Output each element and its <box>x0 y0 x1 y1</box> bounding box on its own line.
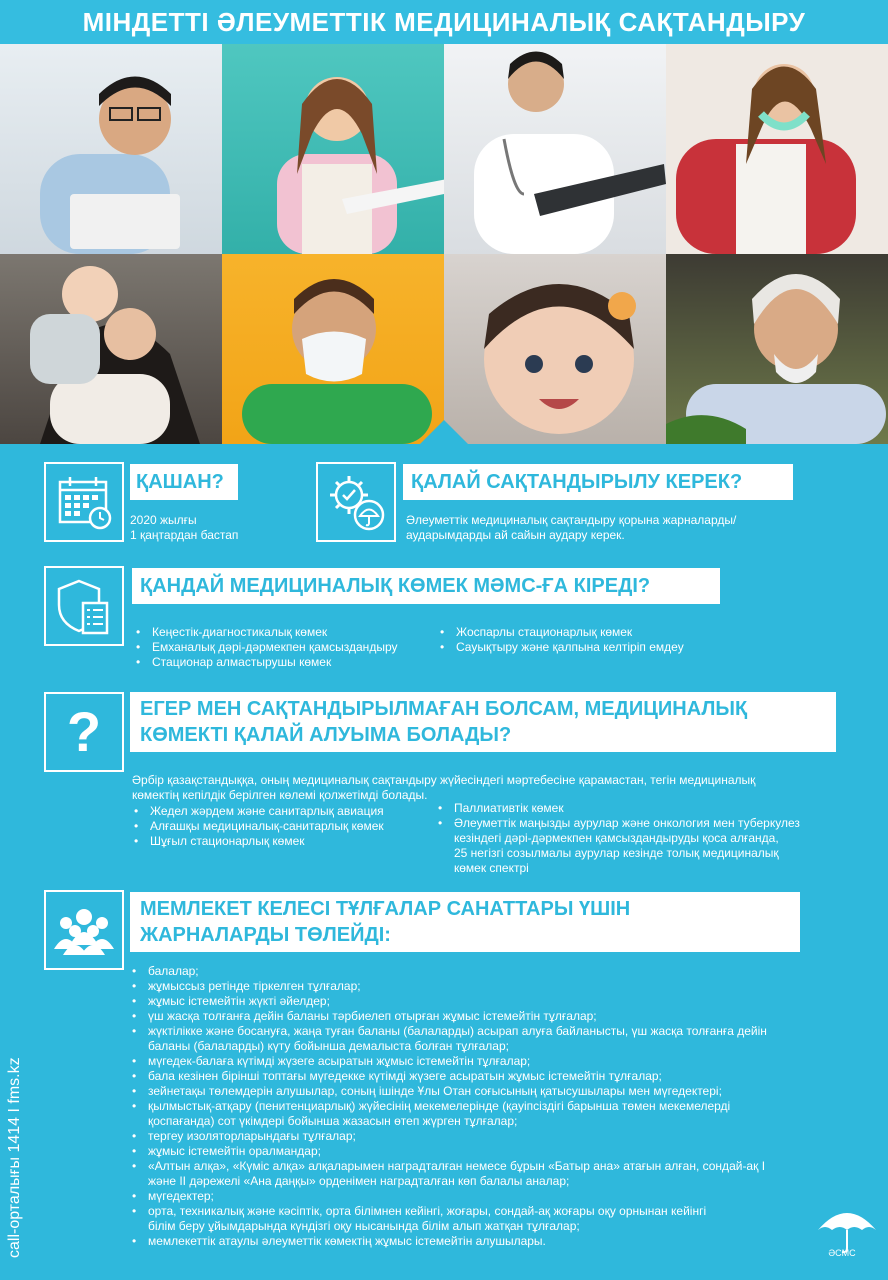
list-item <box>130 1009 860 1024</box>
when-text-line2: 1 қаңтардан бастап <box>130 528 239 542</box>
list-item-line: баланы (балаларды) күту бойынша демалыста болған тұлғалар; <box>148 1039 509 1053</box>
title-bar <box>0 0 888 44</box>
photo-grid <box>0 44 888 444</box>
list-item: • Емханалық дәрі-дәрмекпен қамсыздандыру <box>134 640 434 655</box>
list-item <box>130 1159 860 1189</box>
when-text-line1: 2020 жылғы <box>130 513 197 527</box>
list-item-line: • Әлеуметтік маңызды аурулар және онкология мен туберкулез <box>454 816 800 830</box>
list-item-line: көмек спектрі <box>454 861 529 875</box>
list-item: • Жедел жәрдем және санитарлық авиация <box>132 804 432 819</box>
question-mark-icon: ? <box>66 700 102 763</box>
insurance-icon-box <box>316 462 396 542</box>
list-item-line: • үш жасқа толғанға дейін баланы тәрбиелеп отырған жұмыс істемейтін тұлғалар; <box>148 1009 597 1023</box>
list-item-line: 25 негізгі созылмалы аурулар кезінде толық медициналық <box>454 846 779 860</box>
list-item <box>130 1129 860 1144</box>
list-item <box>130 994 860 1009</box>
list-item <box>130 964 860 979</box>
photo-mother-with-baby <box>0 254 222 444</box>
shield-icon-box <box>44 566 124 646</box>
list-item <box>130 1054 860 1069</box>
when-heading: ҚАШАН? <box>130 464 238 500</box>
uninsured-intro-line1: Әрбір қазақстандыққа, оның медициналық сақтандыру жүйесіндегі мәртебесіне қарамастан, тегін медициналық <box>132 773 756 787</box>
list-item-line: • жұмыс істемейтін оралмандар; <box>148 1144 321 1158</box>
uninsured-intro <box>132 773 852 803</box>
state-heading-line1: МЕМЛЕКЕТ КЕЛЕСІ ТҰЛҒАЛАР САНАТТАРЫ ҮШІН <box>140 898 631 920</box>
call-center-text: call-орталығы 1414 I fms.kz <box>6 1057 23 1258</box>
list-item: • Сауықтыру және қалпына келтіріп емдеу <box>438 640 738 655</box>
list-item <box>130 979 860 994</box>
how-text-line1: Әлеуметтік медициналық сақтандыру қорына жарналарды/ <box>406 513 737 527</box>
page-title: МІНДЕТТІ ӘЛЕУМЕТТІК МЕДИЦИНАЛЫҚ САҚТАНДЫРУ <box>82 7 806 37</box>
how-text <box>406 513 736 543</box>
photo-man-with-laptop <box>0 44 222 254</box>
list-item-line: • орта, техникалық және кәсіптік, орта білімнен кейінгі, жоғары, сондай-ақ жоғары оқу орнынан кейінгі <box>148 1204 707 1218</box>
state-heading <box>130 892 800 952</box>
list-item <box>130 1099 860 1129</box>
list-item <box>436 816 856 876</box>
list-item-line: • тергеу изоляторларындағы тұлғалар; <box>148 1129 356 1143</box>
included-list-1 <box>134 625 434 670</box>
included-list-2 <box>438 625 738 655</box>
photo-smiling-baby <box>444 254 666 444</box>
gear-umbrella-icon <box>325 471 387 533</box>
list-item-line: • мүгедектер; <box>148 1189 214 1203</box>
question-icon-box <box>44 692 124 772</box>
logo-text: ӘСМС <box>828 1248 856 1258</box>
uninsured-list-1 <box>132 804 432 849</box>
how-heading: ҚАЛАЙ САҚТАНДЫРЫЛУ КЕРЕК? <box>403 464 793 500</box>
state-heading-line2: ЖАРНАЛАРДЫ ТӨЛЕЙДІ: <box>140 924 391 946</box>
list-item-line: қоспағанда) сот үкімдері бойынша жазасын өтеп жүрген тұлғалар; <box>148 1114 518 1128</box>
group-people-icon <box>52 905 116 955</box>
list-item: • Жоспарлы стационарлық көмек <box>438 625 738 640</box>
list-item-line: білім беру ұйымдарында күндізгі оқу нысанында білім алып жатқан тұлғалар; <box>148 1219 580 1233</box>
photo-elderly-man <box>666 254 888 444</box>
osms-logo <box>812 1196 882 1266</box>
photo-doctor-with-tablet <box>444 44 666 254</box>
list-item-line: • бала кезінен бірінші топтағы мүгедекке күтімді жүзеге асыратын жұмыс істемейтін тұлғалар; <box>148 1069 662 1083</box>
list-item <box>130 1144 860 1159</box>
list-item-line: • балалар; <box>148 964 199 978</box>
photo-student-with-headphones <box>666 44 888 254</box>
photo-man-in-mask <box>222 254 444 444</box>
list-item-line: • «Алтын алқа», «Күміс алқа» алқаларымен наградталған немесе бұрын «Батыр ана» атағын алған, сондай-ақ І <box>148 1159 766 1173</box>
list-item-line: және ІІ дәрежелі «Ана даңқы» орденімен наградталған көп балалы аналар; <box>148 1174 570 1188</box>
list-item-line: • жұмыс істемейтін жүкті әйелдер; <box>148 994 330 1008</box>
state-categories-list <box>130 964 860 1249</box>
uninsured-intro-line2: көмектің кепілдік берілген көлемі қолжетімді болады. <box>132 788 428 802</box>
list-item: • Алғашқы медициналық-санитарлық көмек <box>132 819 432 834</box>
list-item <box>130 1234 860 1249</box>
calendar-icon-box <box>44 462 124 542</box>
uninsured-heading-line1: ЕГЕР МЕН САҚТАНДЫРЫЛМАҒАН БОЛСАМ, МЕДИЦИНАЛЫҚ <box>140 698 748 720</box>
list-item <box>130 1069 860 1084</box>
list-item-line: • жұмыссыз ретінде тіркелген тұлғалар; <box>148 979 361 993</box>
list-item-line: • мүгедек-балаға күтімді жүзеге асыратын жұмыс істемейтін тұлғалар; <box>148 1054 531 1068</box>
list-item <box>130 1204 860 1234</box>
list-item <box>130 1084 860 1099</box>
list-item-line: • қылмыстық-атқару (пенитенциарлық) жүйесінің мекемелерінде (қауіпсіздігі барынша төмен мекемелерді <box>148 1099 731 1113</box>
list-item: • Стационар алмастырушы көмек <box>134 655 434 670</box>
uninsured-heading <box>130 692 836 752</box>
list-item-line: кезіндегі дәрі-дәрмекпен қамсыздандыруды қоса алғанда, <box>454 831 779 845</box>
photo-girl-with-folder <box>222 44 444 254</box>
people-icon-box <box>44 890 124 970</box>
uninsured-heading-line2: КӨМЕКТІ ҚАЛАЙ АЛУЫМА БОЛАДЫ? <box>140 724 512 746</box>
sidebar <box>2 930 36 1260</box>
list-item: • Паллиативтік көмек <box>436 801 856 816</box>
shield-checklist-icon <box>53 575 115 637</box>
photo-notch <box>418 420 470 446</box>
list-item-line: • зейнетақы төлемдерін алушылар, соның ішінде Ұлы Отан соғысының қатысушылары мен мүгедектері; <box>148 1084 722 1098</box>
list-item <box>130 1189 860 1204</box>
how-text-line2: аударымдарды ай сайын аудару керек. <box>406 528 625 542</box>
list-item: • Шұғыл стационарлық көмек <box>132 834 432 849</box>
list-item <box>130 1024 860 1054</box>
list-item-line: • жүктілікке және босануға, жаңа туған баланы (балаларды) асырап алуға байланысты, үш жасқа толғанға дейін <box>148 1024 767 1038</box>
uninsured-list-2 <box>436 801 856 876</box>
list-item-line: • мемлекеттік атаулы әлеуметтік көмектің жұмыс істемейтін алушылары. <box>148 1234 546 1248</box>
when-text <box>130 513 238 543</box>
included-heading: ҚАНДАЙ МЕДИЦИНАЛЫҚ КӨМЕК МӘМС-ҒА КІРЕДІ? <box>132 568 720 604</box>
calendar-icon <box>54 472 114 532</box>
list-item: • Кеңестік-диагностикалық көмек <box>134 625 434 640</box>
